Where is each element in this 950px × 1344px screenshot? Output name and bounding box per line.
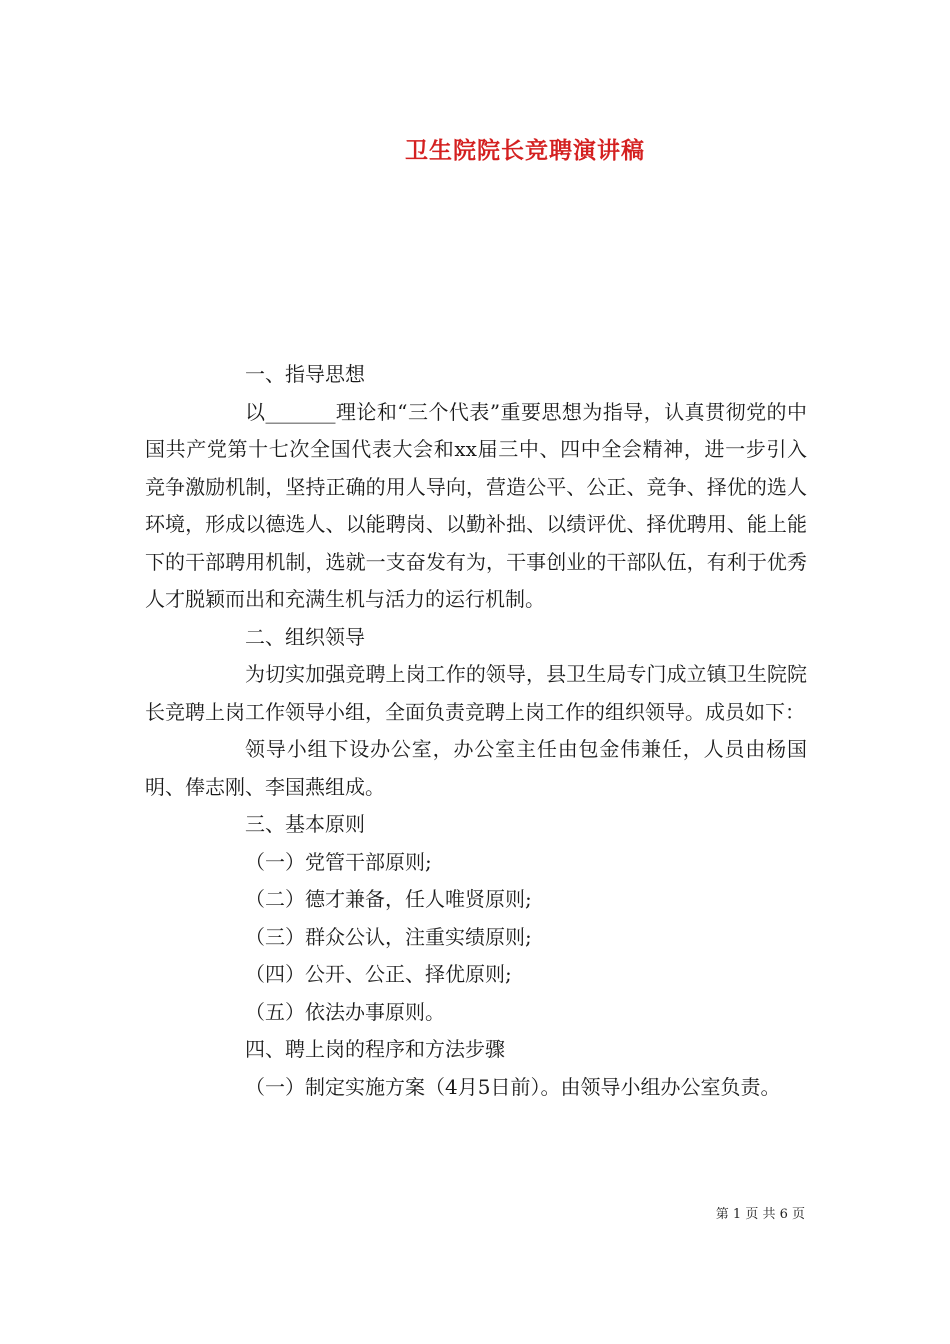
section-heading: 三、基本原则 (245, 812, 365, 836)
principle-item: （五）依法办事原则。 (245, 999, 445, 1024)
paragraph: 为切实加强竞聘上岗工作的领导，县卫生局专门成立镇卫生院院长竞聘上岗工作领导小组，全面负责竞聘上岗工作的组织领导。成员如下： (145, 662, 807, 724)
paragraph: 领导小组下设办公室，办公室主任由包金伟兼任，人员由杨国明、俸志刚、李国燕组成。 (145, 737, 807, 799)
paragraph: （一）制定实施方案（4月5日前）。由领导小组办公室负责。 (245, 1074, 781, 1099)
principle-item: （二）德才兼备，任人唯贤原则; (245, 887, 532, 911)
paragraph: 以_______理论和“三个代表”重要思想为指导，认真贯彻党的中国共产党第十七次全国代表大会和xx届三中、四中全会精神，进一步引入竞争激励机制，坚持正确的用人导向，营造公平、公正、竞争、择优的选人环境，形成以德选人、以能聘岗、以勤补拙、以绩评优、择优聘用、能上能下的干部聘用机制，选就一支奋发有为，干事创业的干部队伍，有利于优秀人才脱颖而出和充满生机与活力的运行机制。 (145, 399, 807, 611)
principle-item: （一）党管干部原则; (245, 849, 432, 874)
document-body (145, 356, 807, 1106)
document-title: 卫生院院长竞聘演讲稿 (405, 137, 645, 164)
page-number: 第 1 页 共 6 页 (715, 1207, 805, 1222)
section-heading: 四、聘上岗的程序和方法步骤 (245, 1037, 505, 1061)
principle-item: （三）群众公认，注重实绩原则; (245, 924, 532, 949)
section-heading: 二、组织领导 (245, 624, 365, 649)
section-heading: 一、指导思想 (245, 362, 365, 386)
principle-item: （四）公开、公正、择优原则; (245, 962, 512, 986)
